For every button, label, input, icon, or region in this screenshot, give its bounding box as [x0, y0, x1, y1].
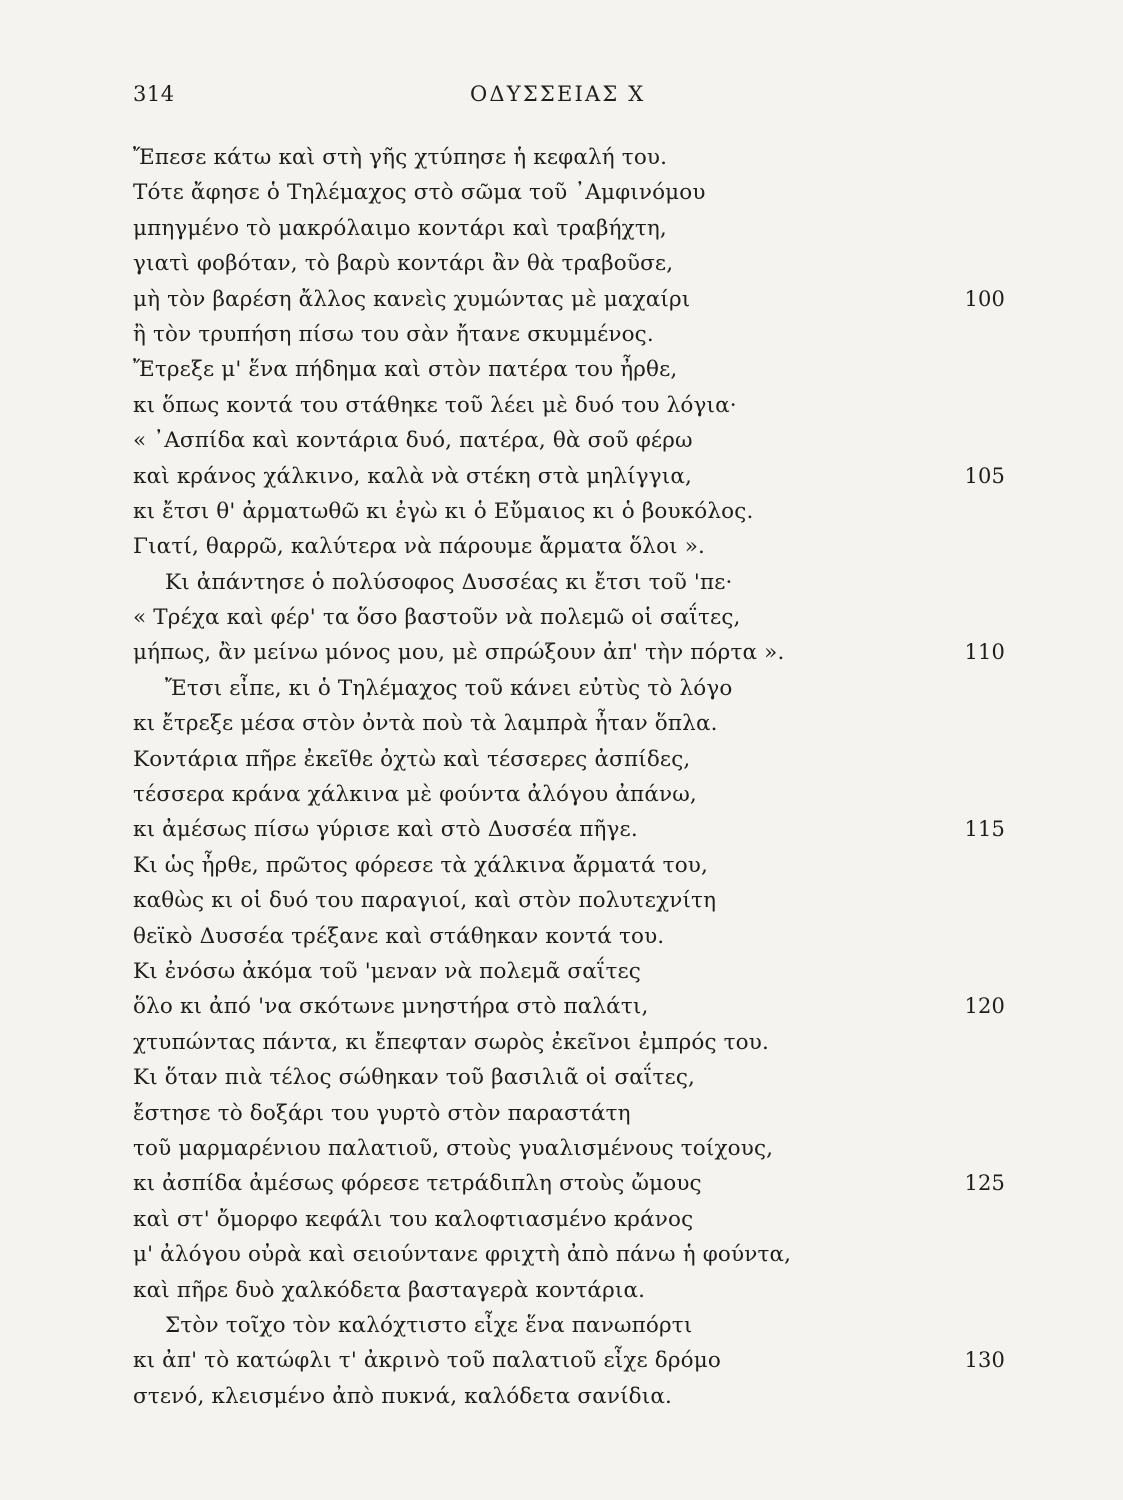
verse-text: γιατὶ φοβόταν, τὸ βαρὺ κοντάρι ἂν θὰ τραβοῦσε,: [133, 251, 674, 277]
page-number: 314: [133, 82, 175, 106]
verse-text: Κι ἀπάντησε ὁ πολύσοφος Δυσσέας κι ἔτσι τοῦ 'πε·: [165, 569, 733, 595]
verse-text: Ἔπεσε κάτω καὶ στὴ γῆς χτύπησε ἡ κεφαλή του.: [133, 145, 668, 170]
verse-text: καὶ κράνος χάλκινο, καλὰ νὰ στέκη στὰ μηλίγγια,: [133, 463, 693, 489]
verse-line: [133, 1060, 1003, 1095]
verse-line: [133, 1131, 1003, 1166]
verse-line: [133, 459, 1003, 494]
verse-text: μπηγμένο τὸ μακρόλαιμο κοντάρι καὶ τραβήχτη,: [133, 215, 667, 241]
verse-text: στενό, κλεισμένο ἀπὸ πυκνά, καλόδετα σανίδια.: [133, 1383, 673, 1409]
verse-line: [133, 989, 1003, 1024]
verse-line: [133, 388, 1003, 423]
verse-text: Κι ἐνόσω ἀκόμα τοῦ 'μεναν νὰ πολεμᾶ σαΐτες: [133, 958, 641, 984]
verse-line: [133, 635, 1003, 670]
line-number: 115: [964, 817, 1005, 842]
verse-line: [133, 812, 1003, 847]
verse-line: [133, 600, 1003, 635]
verse-line: [133, 1025, 1003, 1060]
verse-text: κι ἔτσι θ' ἀρματωθῶ κι ἐγὼ κι ὁ Εὔμαιος κι ὁ βουκόλος.: [133, 498, 754, 524]
page-header: [133, 80, 993, 116]
verse-line: [133, 246, 1003, 281]
verse-text: κι ἀπ' τὸ κατώφλι τ' ἀκρινὸ τοῦ παλατιοῦ εἶχε δρόμο: [133, 1348, 721, 1374]
verse-line: [133, 211, 1003, 246]
verse-line: [133, 352, 1003, 387]
verse-text: Γιατί, θαρρῶ, καλύτερα νὰ πάρουμε ἄρματα ὅλοι ».: [133, 534, 706, 560]
line-number: 100: [964, 286, 1005, 311]
verse-line: [133, 317, 1003, 352]
verse-line: [133, 706, 1003, 741]
verse-line: [133, 1308, 1003, 1343]
verse-text: θεϊκὸ Δυσσέα τρέξανε καὶ στάθηκαν κοντά του.: [133, 923, 665, 949]
verse-line: [133, 883, 1003, 918]
verse-line: [133, 919, 1003, 954]
verse-line: [133, 1379, 1003, 1414]
verse-text: καθὼς κι οἱ δυό του παραγιοί, καὶ στὸν πολυτεχνίτη: [133, 888, 717, 914]
poem-text: [133, 140, 1003, 1414]
line-number: 120: [964, 994, 1005, 1019]
verse-text: κι ἔτρεξε μέσα στὸν ὀντὰ ποὺ τὰ λαμπρὰ ἦταν ὅπλα.: [133, 711, 718, 737]
verse-text: καὶ πῆρε δυὸ χαλκόδετα βασταγερὰ κοντάρια.: [133, 1277, 646, 1303]
verse-text: Κι ὡς ἦρθε, πρῶτος φόρεσε τὰ χάλκινα ἄρματά του,: [133, 852, 708, 878]
verse-line: [133, 1202, 1003, 1237]
verse-line: [133, 954, 1003, 989]
verse-line: [133, 140, 1003, 175]
verse-text: ἢ τὸν τρυπήση πίσω του σὰν ἤτανε σκυμμένος.: [133, 321, 654, 347]
verse-line: [133, 175, 1003, 210]
verse-text: κι ἀσπίδα ἀμέσως φόρεσε τετράδιπλη στοὺς ὤμους: [133, 1171, 702, 1197]
verse-text: ὅλο κι ἀπό 'να σκότωνε μνηστήρα στὸ παλάτι,: [133, 994, 649, 1020]
verse-text: τοῦ μαρμαρένιου παλατιοῦ, στοὺς γυαλισμένους τοίχους,: [133, 1135, 774, 1161]
verse-line: [133, 1343, 1003, 1378]
verse-line: [133, 1237, 1003, 1272]
verse-text: « Τρέχα καὶ φέρ' τα ὅσο βαστοῦν νὰ πολεμῶ οἱ σαΐτες,: [133, 605, 741, 631]
verse-text: χτυπώντας πάντα, κι ἔπεφταν σωρὸς ἐκεῖνοι ἐμπρός του.: [133, 1029, 769, 1055]
line-number: 130: [964, 1348, 1005, 1373]
verse-line: [133, 848, 1003, 883]
running-title: ΟΔΥΣΣΕΙΑΣ Χ: [470, 82, 646, 106]
verse-line: [133, 671, 1003, 706]
verse-line: [133, 1166, 1003, 1201]
verse-text: μήπως, ἂν μείνω μόνος μου, μὲ σπρώξουν ἀπ' τὴν πόρτα ».: [133, 640, 785, 666]
verse-line: [133, 565, 1003, 600]
verse-text: Ἔτσι εἶπε, κι ὁ Τηλέμαχος τοῦ κάνει εὐτὺς τὸ λόγο: [165, 675, 733, 701]
verse-text: ἔστησε τὸ δοξάρι του γυρτὸ στὸν παραστάτη: [133, 1100, 631, 1126]
verse-text: κι ἀμέσως πίσω γύρισε καὶ στὸ Δυσσέα πῆγε.: [133, 817, 638, 843]
verse-text: Ἔτρεξε μ' ἕνα πήδημα καὶ στὸν πατέρα του ἦρθε,: [133, 357, 678, 383]
verse-text: τέσσερα κράνα χάλκινα μὲ φούντα ἀλόγου ἀπάνω,: [133, 782, 697, 808]
verse-text: Τότε ἄφησε ὁ Τηλέμαχος στὸ σῶμα τοῦ ᾿Αμφινόμου: [133, 180, 706, 206]
verse-line: [133, 742, 1003, 777]
verse-text: Κι ὅταν πιὰ τέλος σώθηκαν τοῦ βασιλιᾶ οἱ σαΐτες,: [133, 1065, 696, 1091]
verse-text: κι ὅπως κοντά του στάθηκε τοῦ λέει μὲ δυό του λόγια·: [133, 392, 737, 418]
verse-text: « ᾿Ασπίδα καὶ κοντάρια δυό, πατέρα, θὰ σοῦ φέρω: [133, 428, 693, 454]
verse-text: καὶ στ' ὄμορφο κεφάλι του καλοφτιασμένο κράνος: [133, 1206, 694, 1232]
verse-text: μὴ τὸν βαρέση ἄλλος κανεὶς χυμώντας μὲ μαχαίρι: [133, 286, 691, 312]
line-number: 105: [964, 463, 1005, 488]
verse-text: Στὸν τοῖχο τὸν καλόχτιστο εἶχε ἕνα πανωπόρτι: [165, 1312, 693, 1338]
verse-text: μ' ἀλόγου οὐρὰ καὶ σειούντανε φριχτὴ ἀπὸ πάνω ἡ φούντα,: [133, 1242, 792, 1268]
verse-line: [133, 777, 1003, 812]
verse-line: [133, 282, 1003, 317]
verse-line: [133, 423, 1003, 458]
verse-line: [133, 494, 1003, 529]
verse-line: [133, 1096, 1003, 1131]
verse-text: Κοντάρια πῆρε ἐκεῖθε ὀχτὼ καὶ τέσσερες ἀσπίδες,: [133, 746, 691, 772]
line-number: 110: [964, 640, 1005, 665]
verse-line: [133, 1273, 1003, 1308]
verse-line: [133, 529, 1003, 564]
line-number: 125: [964, 1171, 1005, 1196]
